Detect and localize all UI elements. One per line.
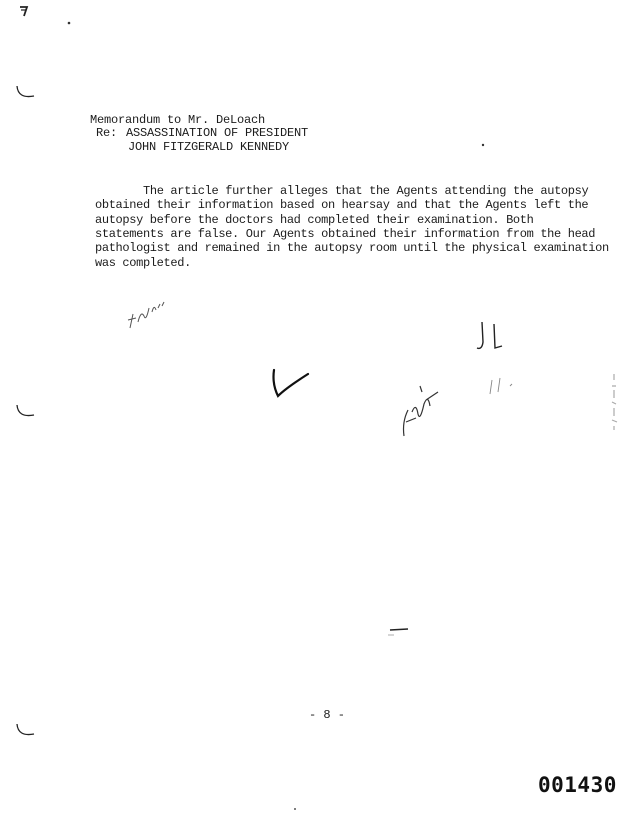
corner-tick-mark — [18, 4, 30, 18]
handwritten-initials-mark — [124, 298, 168, 332]
re-label: Re: — [96, 126, 118, 140]
speck-mark — [66, 20, 72, 26]
body-line: The article further alleges that the Agents attending the autopsy — [143, 184, 589, 198]
memorandum-to-line: Memorandum to Mr. DeLoach — [90, 113, 266, 127]
body-line: was completed. — [95, 256, 191, 270]
subject-line-2: JOHN FITZGERALD KENNEDY — [128, 140, 290, 154]
speck-mark — [480, 142, 486, 148]
binder-hole-mark-middle — [14, 403, 38, 421]
handwritten-initials-jl — [474, 318, 508, 358]
subject-line-1: ASSASSINATION OF PRESIDENT — [126, 126, 309, 140]
binder-hole-mark-bottom — [14, 722, 38, 740]
dash-mark — [386, 624, 412, 638]
handwritten-signature-mark — [394, 382, 446, 440]
side-stamp-mark — [600, 372, 630, 432]
body-line: statements are false. Our Agents obtained their information from the head — [95, 227, 596, 241]
faint-handwriting-mark — [486, 374, 522, 398]
body-line: pathologist and remained in the autopsy room until the physical examination — [95, 241, 609, 255]
speck-mark — [292, 806, 298, 812]
page-number: - 8 - — [309, 708, 346, 722]
checkmark-mark — [266, 366, 312, 400]
document-control-number: 001430 — [538, 773, 617, 797]
binder-hole-mark-top — [14, 84, 38, 102]
body-line: obtained their information based on hearsay and that the Agents left the — [95, 198, 589, 212]
body-line: autopsy before the doctors had completed their examination. Both — [95, 213, 534, 227]
